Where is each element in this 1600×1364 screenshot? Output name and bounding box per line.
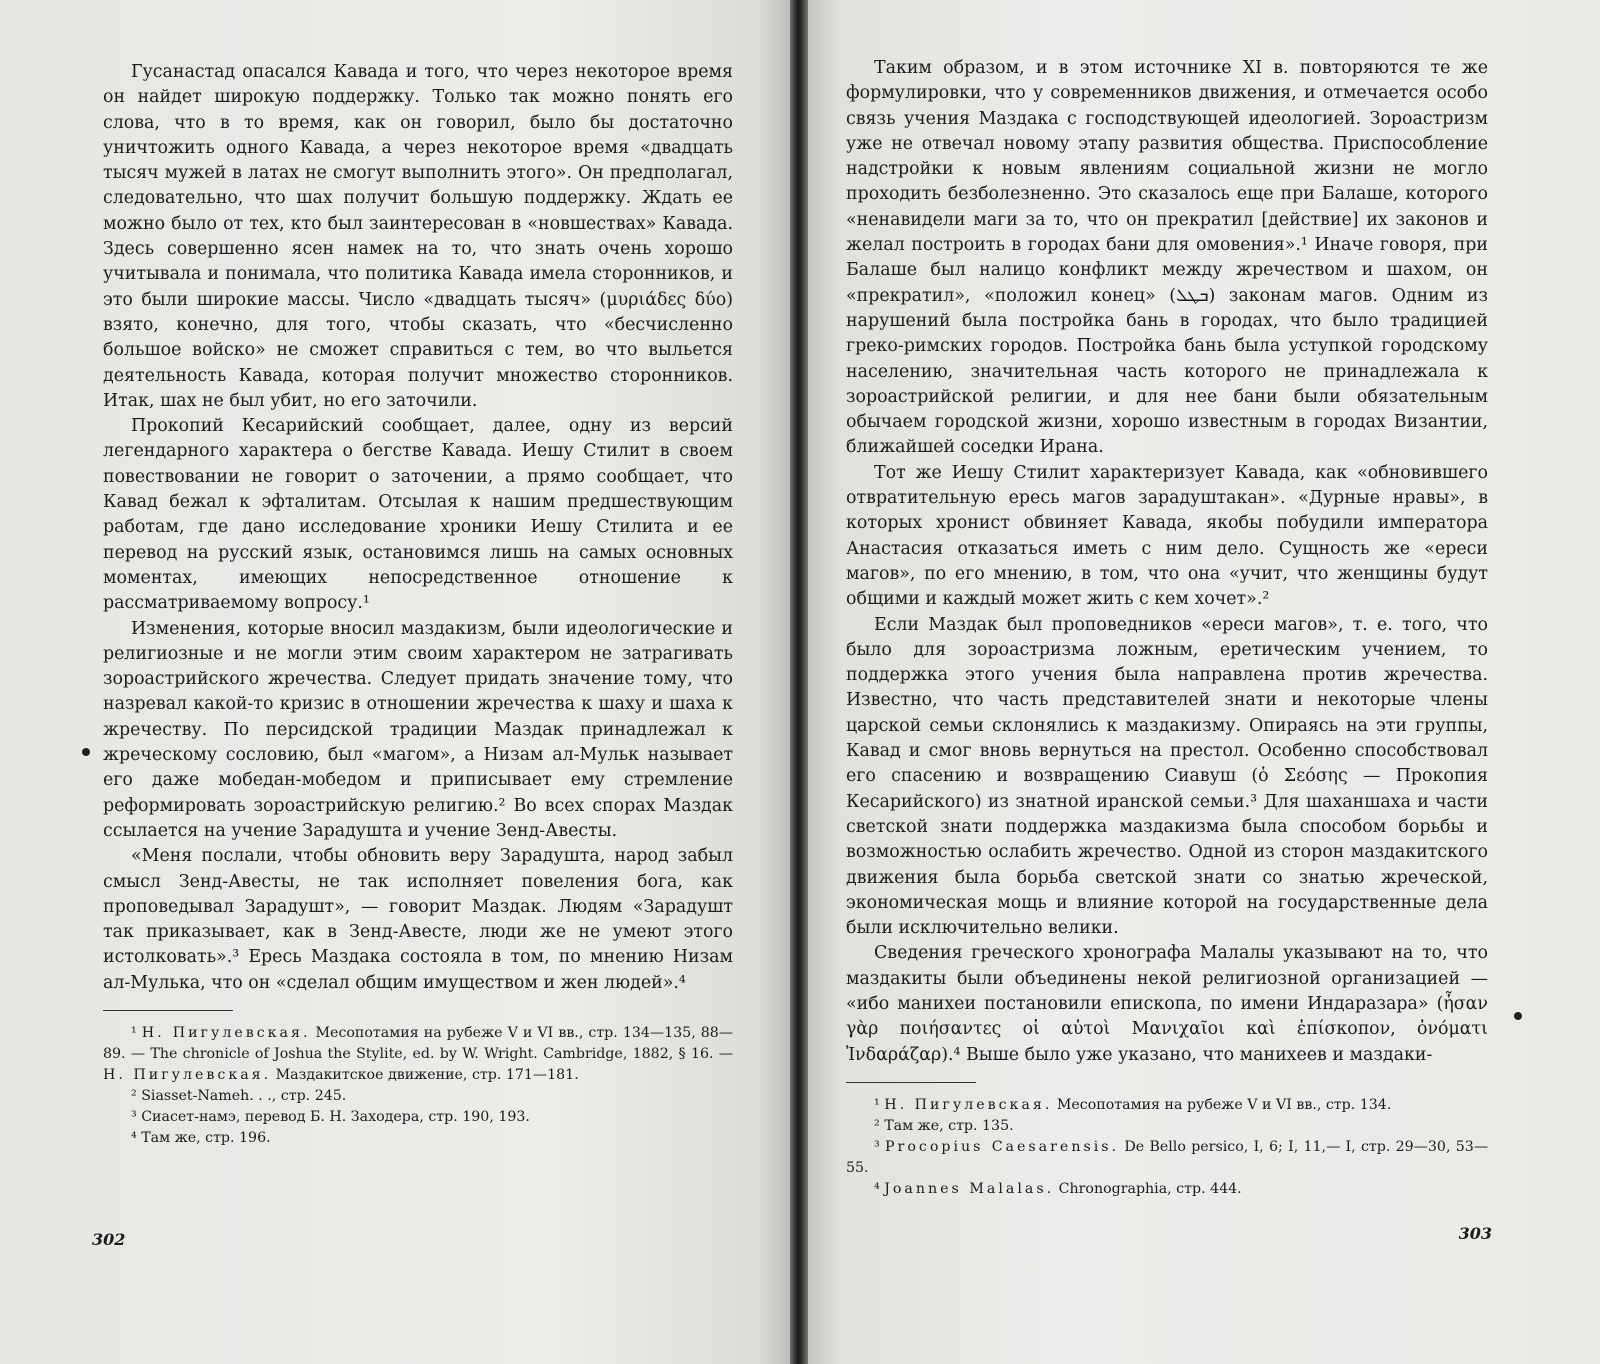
margin-dot-mark <box>1514 1012 1522 1020</box>
footnote-number: ¹ <box>131 1024 137 1041</box>
footnote-text: De Bello persico, I, 6; I, 11,— I, стр. 29—30, 53—55. <box>846 1138 1489 1176</box>
footnote-3 <box>846 1137 1488 1179</box>
left-footnotes <box>103 1023 733 1149</box>
paragraph: Таким образом, и в этом источнике XI в. повторяются те же формулировки, что у современников движения, и отмечается особо связь учения Маздака с господствующей идеологией. Зороастризм уже не отвечал новому этапу развития общества. Приспособление надстройки к новым явлениям социальной жизни не могло проходить безболезненно. Это сказалось еще при Балаше, которого «ненавидели маги за то, что он прекратил [действие] их законов и желал построить в городах бани для омовения».¹ Иначе говоря, при Балаше был налицо конфликт между жречеством и шахом, он «прекратил», «положил конец» (ܒܛܠ) законам магов. Одним из нарушений была постройка бань в городах, что было традицией греко-римских городов. Постройка бань была уступкой городскому населению, значительная часть которого не принадлежала к зороастрийской религии, и для нее бани были обязательным обычаем городской жизни, хорошо известным в городах Византии, ближайшей соседки Ирана. <box>846 58 1488 458</box>
footnote-author: Н. Пигулевская. <box>103 1066 272 1083</box>
footnote-4: ⁴ Там же, стр. 196. <box>131 1129 271 1146</box>
book-gutter <box>790 0 808 1364</box>
footnote-number: ⁴ <box>874 1180 880 1197</box>
right-footnotes <box>846 1095 1488 1200</box>
page-number: 303 <box>1458 1224 1492 1243</box>
right-page-body <box>846 56 1488 1200</box>
footnote-author: Н. Пигулевская. <box>884 1096 1053 1113</box>
paragraph: Гусанастад опасался Кавада и того, что через некоторое время он найдет широкую поддержку. Только так можно понять его слова, что в то время, как он говорил, было бы достаточно уничтожить одного Кавада, а через некоторое время «двадцать тысяч мужей в латах не смогут выполнить этого». Он предполагал, следовательно, что шах получит большую поддержку. Ждать ее можно было от тех, кто был заинтересован в «новшествах» Кавада. Здесь совершенно ясен намек на то, что знать очень хорошо учитывала и понимала, что политика Кавада имела сторонников, и это были широкие массы. Число «двадцать тысяч» (μυριάδες δύο) взято, конечно, для того, чтобы сказать, что «бесчисленно большое войско» не сможет справиться с тем, во что выльется деятельность Кавада, которая получит множество сторонников. Итак, шах не был убит, но его заточили. <box>103 62 733 411</box>
right-page <box>808 0 1600 1364</box>
footnote-4 <box>846 1179 1488 1200</box>
footnote-divider <box>846 1082 976 1083</box>
paragraph: «Меня послали, чтобы обновить веру Зарадушта, народ забыл смысл Зенд-Авесты, не так исполняет повеления бога, как проповедывал Зарадушт», — говорит Маздак. Людям «Зарадушт так приказывает, как в Зенд-Авесте, люди же не умеют этого истолковать».³ Ересь Маздака состояла в том, по мнению Низам ал-Мулька, что он «сделал общим имуществом и жен людей».⁴ <box>103 846 733 993</box>
paragraph: Если Маздак был проповедников «ереси магов», т. е. того, что было для зороастризма ложным, еретическим учением, то поддержка этого учения была направлена против жречества. Известно, что часть представителей знати и некоторые члены царской семьи склонялись к маздакизму. Опираясь на эти группы, Кавад и смог вновь вернуться на престол. Особенно способствовал его спасению и возвращению Сиавуш (ὁ Σεόσης — Прокопия Кесарийского) из знатной иранской семьи.³ Для шаханшаха и части светской знати поддержка маздакизма была способом борьбы и возможностью ослабить жречество. Одной из сторон маздакитского движения была борьба светской знати со знатью жреческой, экономическая мощь и влияние которой на государственные дела были исключительно велики. <box>846 614 1488 939</box>
footnote-text: Chronographia, стр. 444. <box>1054 1180 1242 1197</box>
margin-dot-mark <box>82 748 90 756</box>
footnote-text: Маздакитское движение, стр. 171—181. <box>271 1066 579 1083</box>
paragraph: Прокопий Кесарийский сообщает, далее, одну из версий легендарного характера о бегстве Кавада. Иешу Стилит в своем повествовании не говорит о заточении, а прямо сообщает, что Кавад бежал к эфталитам. Отсылая к нашим предшествующим работам, где дано исследование хроники Иешу Стилита и ее перевод на русский язык, остановимся лишь на самых основных моментах, имеющих непосредственное отношение к рассматриваемому вопросу.¹ <box>103 416 733 614</box>
footnote-2: ² Там же, стр. 135. <box>874 1117 1014 1134</box>
paragraph: Изменения, которые вносил маздакизм, были идеологические и религиозные и не могли этим своим характером не затрагивать зороастрийского жречества. Следует придать значение тому, что назревал какой-то кризис в отношении жречества к шаху и шаха к жречеству. По персидской традиции Маздак принадлежал к жреческому сословию, был «магом», а Низам ал-Мульк называет его даже мобедан-мобедом и приписывает ему стремление реформировать зороастрийскую религию.² Во всех спорах Маздак ссылается на учение Зарадушта и учение Зенд-Авесты. <box>103 618 733 841</box>
paragraph: Тот же Иешу Стилит характеризует Кавада, как «обновившего отвратительную ересь магов зарадуштакан». «Дурные нравы», в которых хронист обвиняет Кавада, якобы побудили императора Анастасия отказаться иметь с ним дело. Сущность же «ереси магов», по его мнению, в том, что она «учит, что женщины будут общими и каждый может жить с кем хочет».² <box>846 462 1488 610</box>
footnote-3: ³ Сиасет-намэ, перевод Б. Н. Заходера, стр. 190, 193. <box>131 1108 530 1125</box>
paragraph: Сведения греческого хронографа Малалы указывают на то, что маздакиты были объединены некой религиозной организацией — «ибо манихеи постановили епископа, по имени Индаразара» (ἦσαν γὰρ ποιήσαντες οἱ αὐτοὶ Μανιχαῖοι καὶ ἐπίσκοπον, ὀνόματι Ἰνδαράζαρ).⁴ Выше было уже указано, что манихеев и маздаки- <box>846 943 1488 1065</box>
footnote-text: Месопотамия на рубеже V и VI вв., стр. 134. <box>1052 1096 1392 1113</box>
footnote-author: Joannes Malalas. <box>884 1180 1055 1197</box>
footnote-number: ¹ <box>874 1096 880 1113</box>
left-page-body <box>103 60 733 1149</box>
footnote-number: ³ <box>874 1138 880 1155</box>
footnote-1 <box>846 1095 1488 1116</box>
page-number: 302 <box>92 1230 126 1249</box>
footnote-author: Н. Пигулевская. <box>141 1024 311 1041</box>
footnote-2: ² Siasset-Nameh. . ., стр. 245. <box>131 1087 347 1104</box>
footnote-text: Месопотамия на рубеже V и VI вв., стр. 134—135, 88—89. — The chronicle of Joshua the Stylite, ed. by W. Wright. Cambridge, 1882, § 16. — <box>103 1024 734 1062</box>
footnote-author: Procopius Caesarensis. <box>885 1138 1120 1155</box>
footnote-1 <box>103 1023 733 1086</box>
left-page <box>0 0 790 1364</box>
footnote-divider <box>103 1010 233 1011</box>
